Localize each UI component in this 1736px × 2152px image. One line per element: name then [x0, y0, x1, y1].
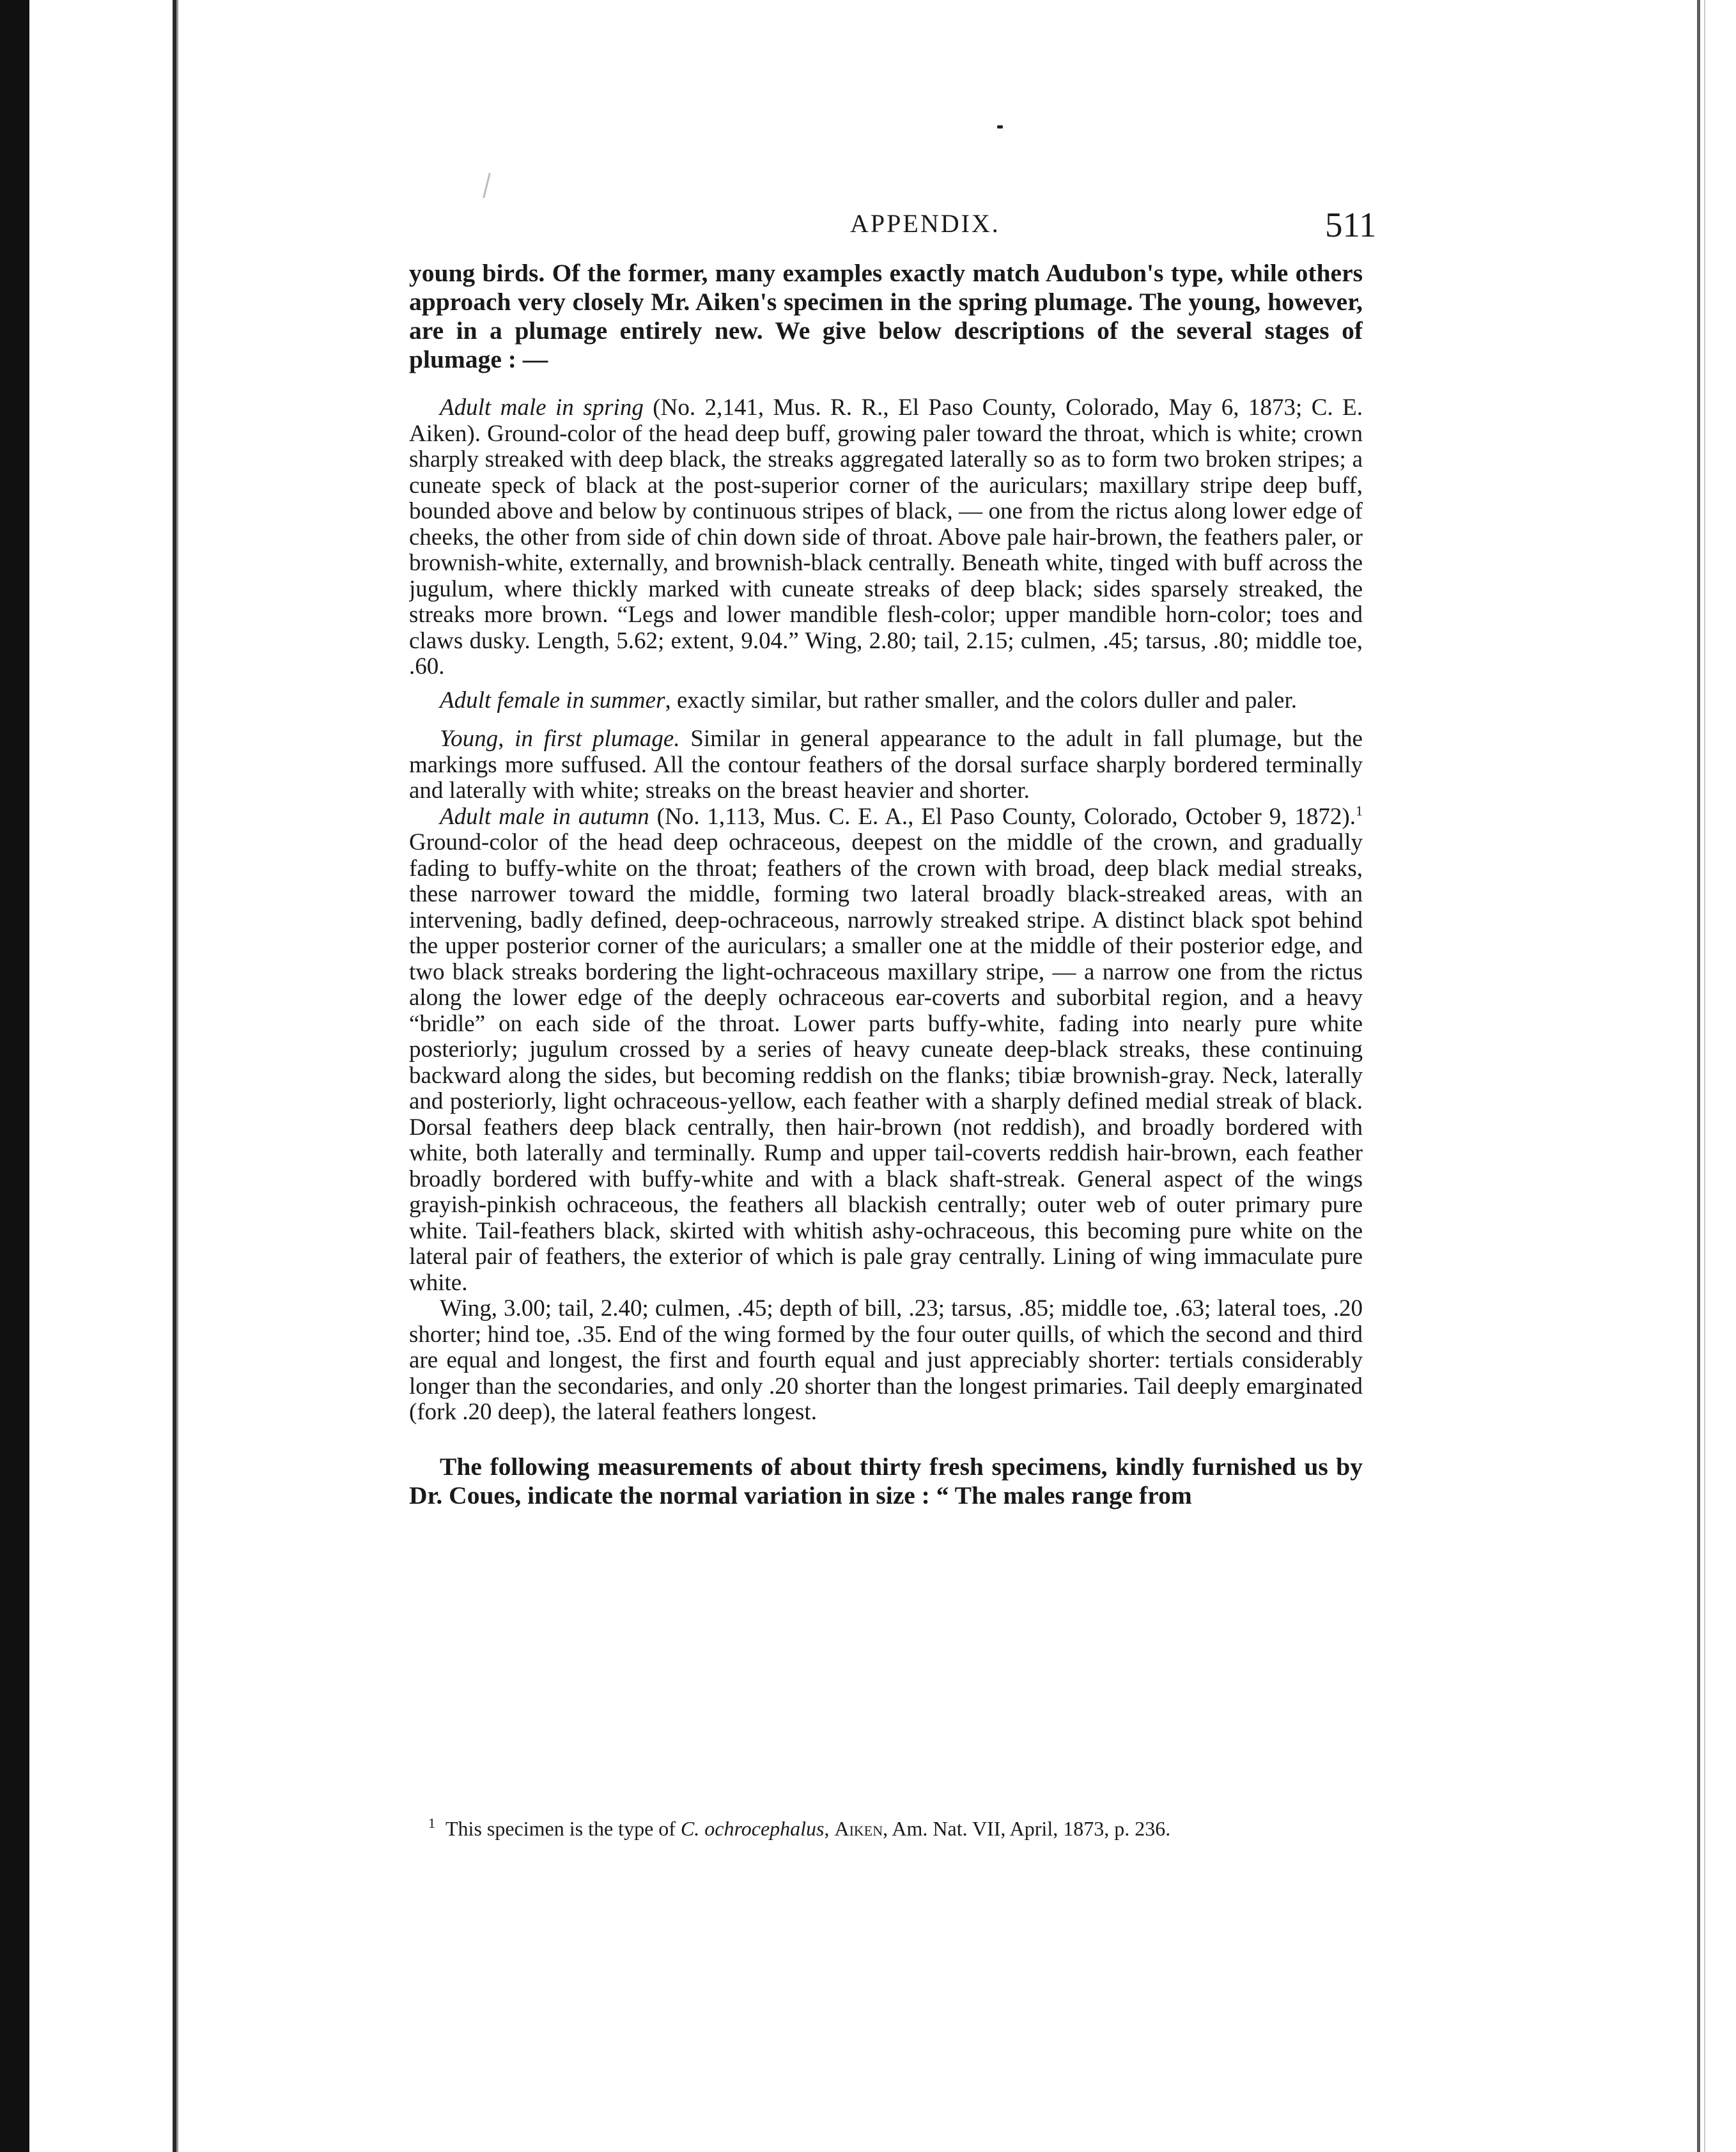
autumn-male-label: Adult male in autumn [440, 803, 649, 830]
measurements-paragraph: Wing, 3.00; tail, 2.40; culmen, .45; depth of bill, .23; tarsus, .85; middle toe, .63; lateral toes, .20 shorter; hind toe, .35. End of the wing formed by the four outer quills, of which the second and third are equal and longest, the first and fourth equal and just appreciably shorter: tertials considerably longer than the secondaries, and only .20 shorter than the longest primaries. Tail deeply emarginated (fork .20 deep), the lateral feathers longest. [409, 1295, 1363, 1425]
page-header [441, 205, 1377, 262]
footnote-species: C. ochrocephalus [680, 1817, 825, 1840]
ink-speck [997, 125, 1003, 129]
footnote-separator: , [824, 1817, 835, 1840]
running-head: APPENDIX. [850, 209, 1000, 238]
footnote-author: Aiken [834, 1817, 883, 1840]
footnote-citation: , Am. Nat. VII, April, 1873, p. 236. [883, 1817, 1171, 1840]
page-body [409, 259, 1363, 1806]
spring-male-text: (No. 2,141, Mus. R. R., El Paso County, Colorado, May 6, 1873; C. E. Aiken). Ground-color of the head deep buff, growing paler toward the throat, which is white; crown sharply streaked with deep black, the streaks aggregated laterally so as to form two broken stripes; a cuneate speck of black at the post-superior corner of the auriculars; maxillary stripe deep buff, bounded above and below by continuous stripes of black, — one from the rictus along lower edge of cheeks, the other from side of chin down side of throat. Above pale hair-brown, the feathers paler, or brownish-white, externally, and brownish-black centrally. Beneath white, tinged with buff across the jugulum, where thickly marked with cuneate streaks of deep black; sides sparsely streaked, the streaks more brown. “Legs and lower mandible flesh-color; upper mandible horn-color; toes and claws dusky. Length, 5.62; extent, 9.04.” Wing, 2.80; tail, 2.15; culmen, .45; tarsus, .80; middle toe, .60. [409, 394, 1363, 680]
page-gutter-shadow [176, 0, 178, 2152]
first-plumage-description [409, 726, 1363, 804]
scan-right-edge [1697, 0, 1700, 2152]
first-plumage-text: Similar in general appearance to the adult in fall plumage, but the markings more suffused. All the contour feathers of the dorsal surface sharply bordered terminally and laterally with white; streaks on the breast heavier and shorter. [409, 726, 1363, 804]
page-number: 511 [1325, 205, 1377, 244]
intro-paragraph: young birds. Of the former, many examples exactly match Audubon's type, while others approach very closely Mr. Aiken's specimen in the spring plumage. The young, however, are in a plumage entirely new. We give below descriptions of the several stages of plumage : — [409, 259, 1363, 373]
footnote-mark: 1 [428, 1816, 435, 1832]
footnote-text-lead: This specimen is the type of [446, 1817, 681, 1840]
spring-male-label: Adult male in spring [440, 394, 644, 421]
summer-female-text: , exactly similar, but rather smaller, and the colors duller and paler. [665, 687, 1297, 713]
spring-male-description [409, 395, 1363, 680]
summer-female-label: Adult female in summer [440, 687, 665, 713]
first-plumage-label: Young, in first plumage. [440, 726, 680, 752]
autumn-male-text: Ground-color of the head deep ochraceous, deepest on the middle of the crown, and gradually fading to buffy-white on the throat; feathers of the crown with broad, deep black medial streaks, these narrower toward the middle, forming two lateral broadly black-streaked areas, with an intervening, badly defined, deep-ochraceous, narrowly streaked stripe. A distinct black spot behind the upper posterior corner of the auriculars; a smaller one at the middle of their posterior edge, and two black streaks bordering the light-ochraceous maxillary stripe, — a narrow one from the rictus along the lower edge of the deeply ochraceous ear-coverts and suborbital region, and a heavy “bridle” on each side of the throat. Lower parts buffy-white, fading into nearly pure white posteriorly; jugulum crossed by a series of heavy cuneate deep-black streaks, these continuing backward along the sides, but becoming reddish on the flanks; tibiæ brownish-gray. Neck, laterally and posteriorly, light ochraceous-yellow, each feather with a sharply defined medial streak of black. Dorsal feathers deep black centrally, then hair-brown (not reddish), and broadly bordered with white, both laterally and terminally. Rump and upper tail-coverts reddish hair-brown, each feather broadly bordered with buffy-white and with a black shaft-streak. General aspect of the wings grayish-pinkish ochraceous, the feathers all blackish centrally; outer web of outer primary pure white. Tail-feathers black, skirted with whitish ashy-ochraceous, this becoming pure white on the lateral pair of feathers, the exterior of which is pale gray centrally. Lining of wing immaculate pure white. [409, 829, 1363, 1296]
closing-paragraph: The following measurements of about thirty fresh specimens, kindly furnished us by Dr. Coues, indicate the normal variation in size : “ The males range from [409, 1452, 1363, 1509]
autumn-male-description [409, 804, 1363, 1297]
footnote-reference: 1 [1356, 802, 1363, 819]
autumn-male-text-lead: (No. 1,113, Mus. C. E. A., El Paso County, Colorado, October 9, 1872). [649, 803, 1356, 830]
summer-female-description [409, 688, 1363, 714]
stray-pencil-mark [483, 173, 491, 198]
scan-right-edge-shadow [1704, 0, 1705, 2152]
scan-left-edge [0, 0, 29, 2152]
footnote [428, 1816, 1361, 1854]
